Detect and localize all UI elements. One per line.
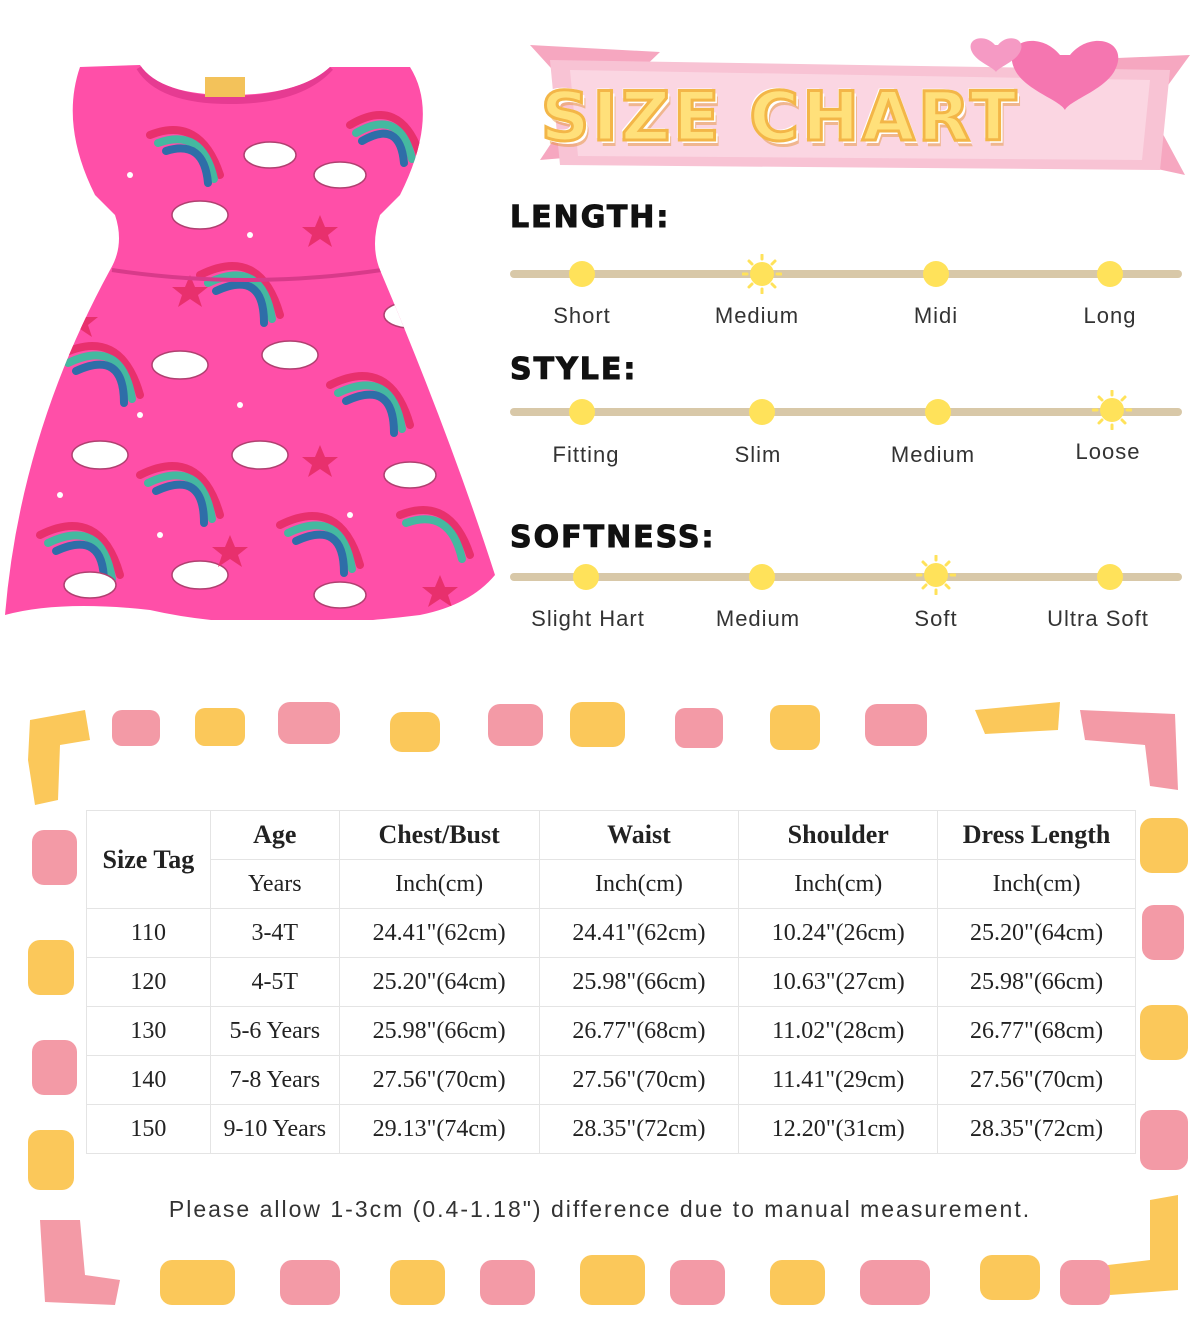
style-dot-medium [925,399,951,425]
unit-waist: Inch(cm) [539,860,739,909]
softness-dot-medium [749,564,775,590]
cell-age: 9-10 Years [210,1105,339,1154]
measurement-footnote: Please allow 1-3cm (0.4-1.18") difference due to manual measurement. [168,1196,1032,1222]
style-dot-slim [749,399,775,425]
cell-chest: 29.13"(74cm) [339,1105,539,1154]
cell-chest: 27.56"(70cm) [339,1056,539,1105]
cell-shoulder: 11.02"(28cm) [739,1007,938,1056]
header-size-tag: Size Tag [87,811,211,909]
cell-size: 130 [87,1007,211,1056]
unit-chest: Inch(cm) [339,860,539,909]
header-shoulder: Shoulder [739,811,938,860]
unit-shoulder: Inch(cm) [739,860,938,909]
header-age: Age [210,811,339,860]
cell-shoulder: 12.20"(31cm) [739,1105,938,1154]
header-waist: Waist [539,811,739,860]
length-selected-sun-icon [742,254,782,294]
cell-size: 150 [87,1105,211,1154]
cell-age: 5-6 Years [210,1007,339,1056]
cell-age: 4-5T [210,958,339,1007]
cell-size: 120 [87,958,211,1007]
softness-option-medium: Medium [715,606,801,631]
softness-track [510,573,1182,581]
cell-chest: 25.98"(66cm) [339,1007,539,1056]
cell-chest: 24.41"(62cm) [339,909,539,958]
banner-title: SIZE CHART [540,78,1020,157]
softness-label: SOFTNESS: [510,520,716,555]
cell-age: 7-8 Years [210,1056,339,1105]
cell-size: 140 [87,1056,211,1105]
softness-option-soft: Soft [914,606,958,631]
softness-dot-ultra-soft [1097,564,1123,590]
cell-waist: 25.98"(66cm) [539,958,739,1007]
softness-option-ultra-soft: Ultra Soft [1047,606,1149,631]
unicorn-dress-image [0,55,500,620]
style-track [510,408,1182,416]
cell-shoulder: 10.24"(26cm) [739,909,938,958]
style-option-loose: Loose [1075,439,1141,464]
length-option-long: Long [1083,303,1137,328]
table-row [87,1007,1136,1056]
cell-chest: 25.20"(64cm) [339,958,539,1007]
table-header-row [87,811,1136,860]
style-option-fitting: Fitting [552,442,620,467]
cell-length: 25.98"(66cm) [938,958,1136,1007]
header-dress-length: Dress Length [938,811,1136,860]
cell-waist: 24.41"(62cm) [539,909,739,958]
length-dot-long [1097,261,1123,287]
header-chest: Chest/Bust [339,811,539,860]
style-option-slim: Slim [734,442,782,467]
length-track [510,270,1182,278]
table-unit-row [87,860,1136,909]
softness-option-slight-hart: Slight Hart [531,606,645,631]
unit-age: Years [210,860,339,909]
table-row [87,909,1136,958]
style-label: STYLE: [510,352,638,387]
softness-dot-slight-hart [573,564,599,590]
cell-shoulder: 10.63"(27cm) [739,958,938,1007]
length-option-medium: Medium [714,303,800,328]
length-label: LENGTH: [510,200,671,235]
size-table [86,810,1136,1154]
table-row [87,1056,1136,1105]
table-row [87,958,1136,1007]
cell-length: 28.35"(72cm) [938,1105,1136,1154]
length-dot-midi [923,261,949,287]
cell-shoulder: 11.41"(29cm) [739,1056,938,1105]
style-option-medium: Medium [890,442,976,467]
cell-size: 110 [87,909,211,958]
cell-waist: 28.35"(72cm) [539,1105,739,1154]
cell-age: 3-4T [210,909,339,958]
cell-length: 27.56"(70cm) [938,1056,1136,1105]
cell-length: 25.20"(64cm) [938,909,1136,958]
cell-length: 26.77"(68cm) [938,1007,1136,1056]
length-option-short: Short [553,303,611,328]
table-row [87,1105,1136,1154]
softness-selected-sun-icon [916,555,956,595]
length-dot-short [569,261,595,287]
cell-waist: 26.77"(68cm) [539,1007,739,1056]
unit-dress-length: Inch(cm) [938,860,1136,909]
style-dot-fitting [569,399,595,425]
cell-waist: 27.56"(70cm) [539,1056,739,1105]
style-selected-sun-icon [1092,390,1132,430]
length-option-midi: Midi [913,303,959,328]
